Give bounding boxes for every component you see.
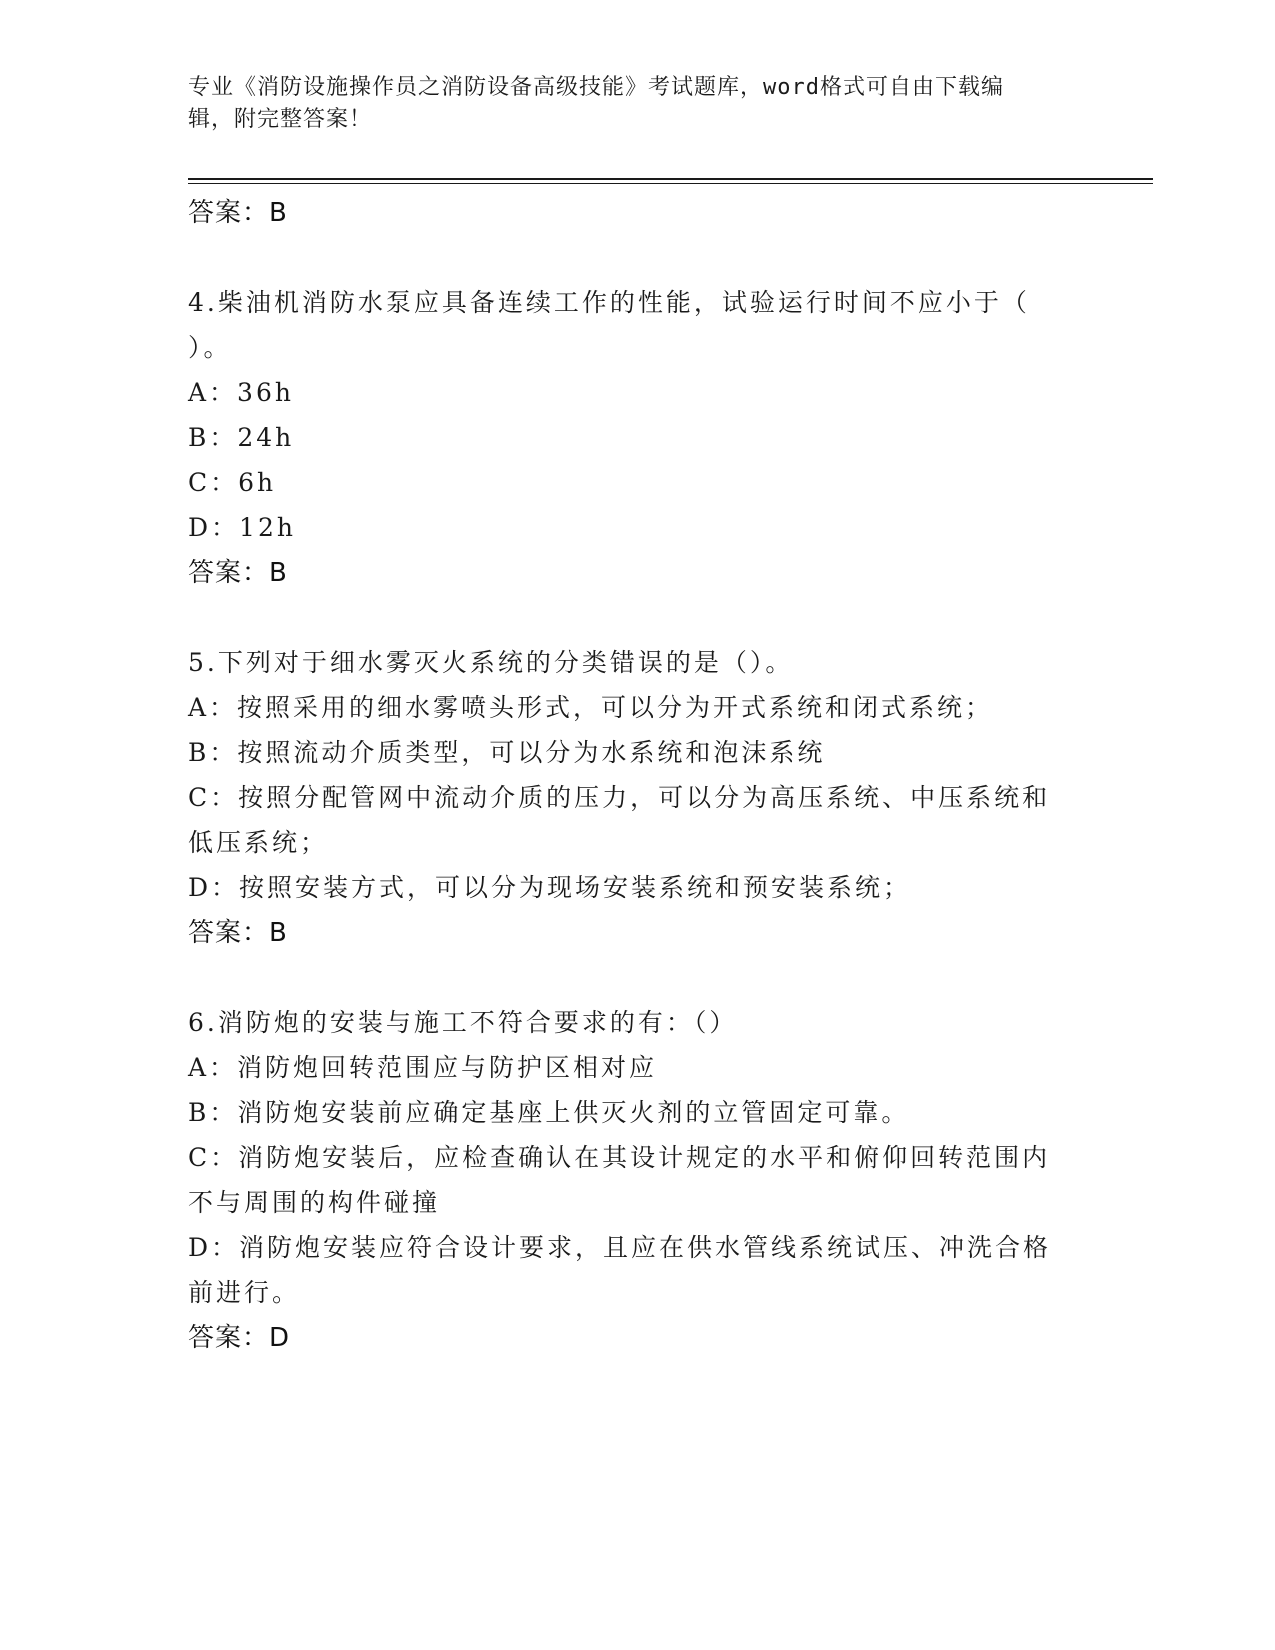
answer-line: 答案：B <box>188 558 288 588</box>
question-stem: 4.柴油机消防水泵应具备连续工作的性能，试验运行时间不应小于（ <box>188 288 1030 317</box>
option-d-continued: 前进行。 <box>188 1278 301 1307</box>
option-c: C：按照分配管网中流动介质的压力，可以分为高压系统、中压系统和 <box>188 783 1051 812</box>
answer-line: 答案：B <box>188 918 288 948</box>
document-header <box>188 72 1088 136</box>
answer-line: 答案：B <box>188 198 288 228</box>
option-a: A：36h <box>188 378 294 407</box>
option-d: D：12h <box>188 513 296 542</box>
option-d: D：按照安装方式，可以分为现场安装系统和预安装系统； <box>188 873 912 902</box>
option-a: A：按照采用的细水雾喷头形式，可以分为开式系统和闭式系统； <box>188 693 994 722</box>
option-c-continued: 低压系统； <box>188 828 329 857</box>
question-stem: 5.下列对于细水雾灭火系统的分类错误的是（）。 <box>188 648 794 677</box>
question-5 <box>188 640 1088 956</box>
option-b: B：按照流动介质类型，可以分为水系统和泡沫系统 <box>188 738 826 767</box>
option-a: A：消防炮回转范围应与防护区相对应 <box>188 1053 658 1082</box>
question-6 <box>188 1000 1088 1361</box>
question-content <box>188 190 1088 1361</box>
option-c: C：消防炮安装后，应检查确认在其设计规定的水平和俯仰回转范围内 <box>188 1143 1051 1172</box>
option-b: B：24h <box>188 423 295 452</box>
header-line-2: 辑，附完整答案！ <box>188 107 373 132</box>
header-line-1: 专业《消防设施操作员之消防设备高级技能》考试题库，word格式可自由下载编 <box>188 75 1004 100</box>
option-b: B：消防炮安装前应确定基座上供灭火剂的立管固定可靠。 <box>188 1098 910 1127</box>
option-c-continued: 不与周围的构件碰撞 <box>188 1188 441 1217</box>
question-4 <box>188 280 1088 596</box>
option-d: D：消防炮安装应符合设计要求，且应在供水管线系统试压、冲洗合格 <box>188 1233 1052 1262</box>
header-divider-thick <box>188 178 1153 180</box>
header-divider-thin <box>188 183 1153 184</box>
option-c: C：6h <box>188 468 277 497</box>
question-stem: 6.消防炮的安装与施工不符合要求的有：（） <box>188 1008 738 1037</box>
question-stem-continued: ）。 <box>188 333 232 362</box>
answer-line: 答案：D <box>188 1323 291 1353</box>
